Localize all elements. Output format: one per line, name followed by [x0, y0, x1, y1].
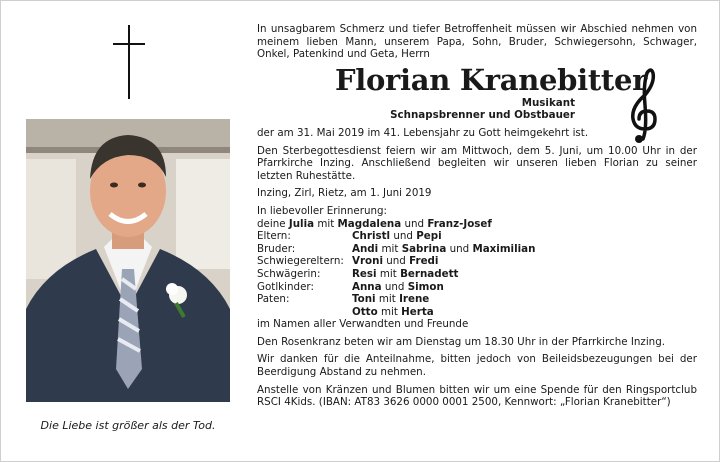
family-row-label: Schwiegereltern: [257, 255, 344, 268]
thanks-text: Wir danken für die Anteilnahme, bitten jedoch von Beileidsbezeugungen bei der Beerdigung Abstand zu nehmen. [257, 353, 697, 379]
cross-icon [113, 25, 145, 99]
family-row [257, 230, 697, 243]
portrait-photo [26, 119, 230, 402]
intro-text: In unsagbarem Schmerz und tiefer Betroffenheit müssen wir Abschied nehmen von meinem lieben Mann, unserem Papa, Sohn, Bruder, Schwiegersohn, Schwager, Onkel, Patenkind und Geta, Herrn [257, 23, 697, 61]
death-date-text: der am 31. Mai 2019 im 41. Lebensjahr zu Gott heimgekehrt ist. [257, 126, 589, 139]
family-row-names: Vroni und Fredi [352, 255, 439, 268]
subtitle-musician: Musikant [521, 96, 575, 109]
family-row-label [257, 306, 352, 319]
family-list [257, 230, 697, 318]
place-date: Inzing, Zirl, Rietz, am 1. Juni 2019 [257, 187, 432, 200]
family-row-label: Paten: [257, 293, 290, 306]
family-row-label: Schwägerin: [257, 267, 321, 280]
family-row [257, 306, 697, 319]
rosary-text: Den Rosenkranz beten wir am Dienstag um 18.30 Uhr in der Pfarrkirche Inzing. [257, 335, 666, 348]
subtitle-occupation: Schnapsbrenner und Obstbauer [390, 109, 575, 122]
family-row [257, 243, 697, 256]
family-row-label: Bruder: [257, 242, 296, 255]
family-row-label: Gotlkinder: [257, 280, 314, 293]
memory-heading: In liebevoller Erinnerung: [257, 204, 387, 217]
photo-caption: Die Liebe ist größer als der Tod. [40, 419, 216, 432]
relatives-line: im Namen aller Verwandten und Freunde [257, 318, 469, 331]
family-row-names: Otto mit Herta [352, 305, 434, 318]
family-row-label: Eltern: [257, 230, 291, 243]
family-row-names: Anna und Simon [352, 280, 444, 293]
family-row-names: Andi mit Sabrina und Maximilian [352, 242, 536, 255]
service-text: Den Sterbegottesdienst feiern wir am Mittwoch, dem 5. Juni, um 10.00 Uhr in der Pfarrkirche Inzing. Anschließend begleiten wir unseren lieben Florian zu seiner letzten Ruhestätte. [257, 144, 697, 182]
deceased-name: Florian Kranebitter [335, 62, 648, 97]
wife-line: deine Julia mit Magdalena und Franz-Josef [257, 217, 492, 230]
notice-text [257, 23, 697, 409]
family-row-names: Toni mit Irene [352, 293, 430, 306]
family-row-names: Christl und Pepi [352, 230, 442, 243]
family-row [257, 255, 697, 268]
family-row [257, 293, 697, 306]
family-row-names: Resi mit Bernadett [352, 267, 459, 280]
family-row [257, 268, 697, 281]
donation-text: Anstelle von Kränzen und Blumen bitten wir um eine Spende für den Ringsportclub RSCI 4Kids. (IBAN: AT83 3626 0000 0001 2500, Kennwort: „Florian Kranebitter“) [257, 383, 697, 409]
family-row [257, 281, 697, 294]
